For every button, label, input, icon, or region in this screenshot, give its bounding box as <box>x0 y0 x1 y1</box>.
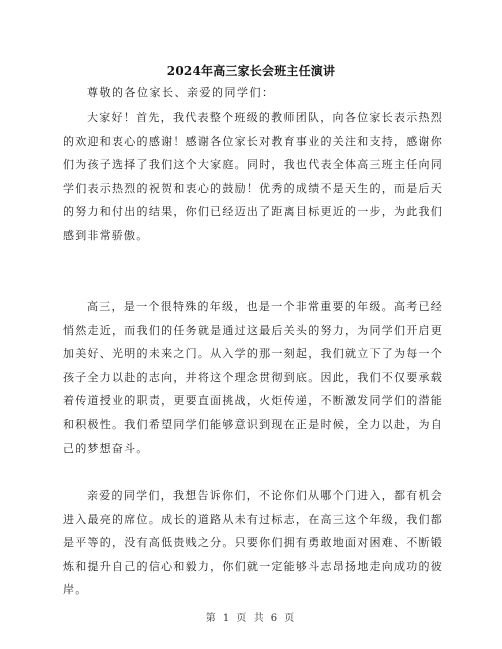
salutation: 尊敬的各位家长、亲爱的同学们： <box>87 86 275 99</box>
document-title: 2024年高三家长会班主任演讲 <box>166 64 336 78</box>
page-number-footer: 第 1 页 共 6 页 <box>205 613 297 624</box>
paragraph-2: 高三，是一个很特殊的年级，也是一个非常重要的年级。高考已经悄然走近，而我们的任务就是通过这最后关头的努力，为同学们开启更加美好、光明的未来之门。从入学的那一刻起，我们就立下了为每一个孩子全力以赴的志向，并将这个理念贯彻到底。因此，我们不仅要承载着传道授业的职责，更要直面挑战，火炬传递，不断激发同学们的潜能和积极性。我们希望同学们能够意识到现在正是时候，全力以赴，为自己的梦想奋斗。 <box>63 300 443 455</box>
paragraph-3: 亲爱的同学们，我想告诉你们，不论你们从哪个门进入，都有机会进入最亮的席位。成长的道路从未有过标志，在高三这个年级，我们都是平等的，没有高低贵贱之分。只要你们拥有勇敢地面对困难、不断锻炼和提升自己的信心和毅力，你们就一定能够斗志昂扬地走向成功的彼岸。 <box>63 489 443 597</box>
paragraph-1: 大家好！首先，我代表整个班级的教师团队，向各位家长表示热烈的欢迎和衷心的感谢！感谢各位家长对教育事业的关注和支持，感谢你们为孩子选择了我们这个大家庭。同时，我也代表全体高三班主任向同学们表示热烈的祝贺和衷心的鼓励！优秀的成绩不是天生的，而是后天的努力和付出的结果，你们已经迈出了距离目标更近的一步，为此我们感到非常骄傲。 <box>63 111 443 242</box>
